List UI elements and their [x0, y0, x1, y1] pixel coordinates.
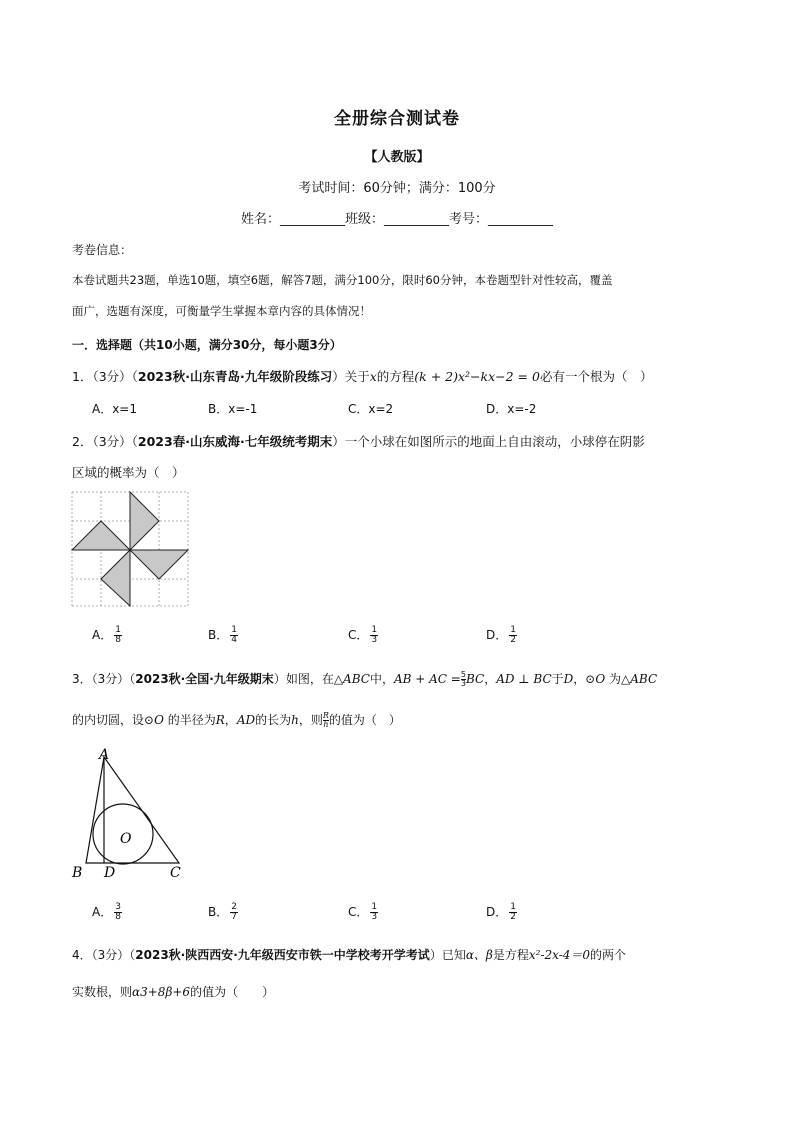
label-d: D: [104, 865, 116, 881]
option-c[interactable]: C． $\frac{1}{3}$: [348, 902, 378, 922]
label-b: B: [72, 865, 83, 881]
question-4-line-1: 4．（3分）（2023秋·陕西西安·九年级西安市铁一中学校考开学考试）已知α、β是方程x²-2x-4＝0的两个: [72, 948, 627, 962]
question-3-line-1: 3．（3分）（2023秋·全国·九年级期末）如图，在△ABC中，AB + AC = $\frac{5}{3}$ BC，AD ⊥ BC于D，⊙O 为△ABC: [72, 670, 658, 688]
question-2-line-1: 2．（3分）（2023春·山东威海·七年级统考期末）一个小球在如图所示的地面上自由滚动，小球停在阴影: [72, 434, 645, 449]
math-var: x: [369, 369, 377, 384]
pinwheel-figure: [70, 490, 192, 608]
option-b[interactable]: B． $\frac{2}{7}$: [208, 902, 237, 922]
option-c[interactable]: C． $\frac{1}{3}$: [348, 625, 378, 645]
question-2-line-2: 区域的概率为（ ）: [72, 465, 185, 480]
question-4-line-2: 实数根，则α3+8β+6的值为（ ）: [72, 985, 275, 999]
label-c: C: [170, 865, 181, 881]
question-source: 2023秋·山东青岛·九年级阶段练习: [137, 369, 333, 384]
question-number: 1．（3分）（: [72, 369, 138, 384]
question-source: 2023秋·陕西西安·九年级西安市铁一中学校考开学考试: [135, 948, 430, 962]
option-b[interactable]: B． $\frac{1}{4}$: [208, 625, 237, 645]
section-heading: 一．选择题（共10小题，满分30分，每小题3分）: [72, 338, 342, 352]
question-source: 2023春·山东威海·七年级统考期末: [137, 434, 333, 449]
option-d[interactable]: D． $\frac{1}{2}$: [486, 625, 516, 645]
question-3-line-2: 的内切圆，设⊙O 的半径为R，AD的长为h，则 $\frac{R}{h}$ 的值为（ ）: [72, 711, 401, 729]
option-b[interactable]: B．x=-1: [208, 402, 258, 416]
triangle-abc: [86, 757, 179, 863]
info-label: 考卷信息：: [72, 243, 133, 257]
label-a: A: [99, 747, 110, 763]
info-line-1: 本卷试题共23题，单选10题，填空6题，解答7题，满分100分，限时60分钟，本卷题型针对性较高，覆盖: [72, 273, 613, 287]
option-a[interactable]: A． $\frac{3}{8}$: [92, 902, 121, 922]
page-title: 全册综合测试卷: [334, 109, 460, 129]
option-c[interactable]: C．x=2: [348, 402, 394, 416]
question-source: 2023秋·全国·九年级期末: [135, 672, 274, 686]
shaded-triangles: [72, 492, 188, 606]
equation: (k + 2)x²−kx−2 = 0: [414, 369, 540, 384]
student-info-line: 姓名：__________班级：__________考号：__________: [240, 212, 553, 227]
option-d[interactable]: D．x=-2: [486, 402, 537, 416]
info-line-2: 面广，选题有深度，可衡量学生掌握本章内容的具体情况！: [72, 304, 371, 318]
option-a[interactable]: A．x=1: [92, 402, 138, 416]
exam-time: 考试时间：60分钟；满分：100分: [298, 181, 496, 196]
question-1: 1．（3分）（2023秋·山东青岛·九年级阶段练习）关于x的方程(k + 2)x²−kx−2 = 0必有一个根为（ ）: [72, 369, 653, 384]
edition-label: 【人教版】: [364, 150, 430, 165]
option-d[interactable]: D． $\frac{1}{2}$: [486, 902, 516, 922]
label-o: O: [120, 831, 132, 847]
option-a[interactable]: A． $\frac{1}{8}$: [92, 625, 121, 645]
triangle-figure: [66, 742, 192, 882]
